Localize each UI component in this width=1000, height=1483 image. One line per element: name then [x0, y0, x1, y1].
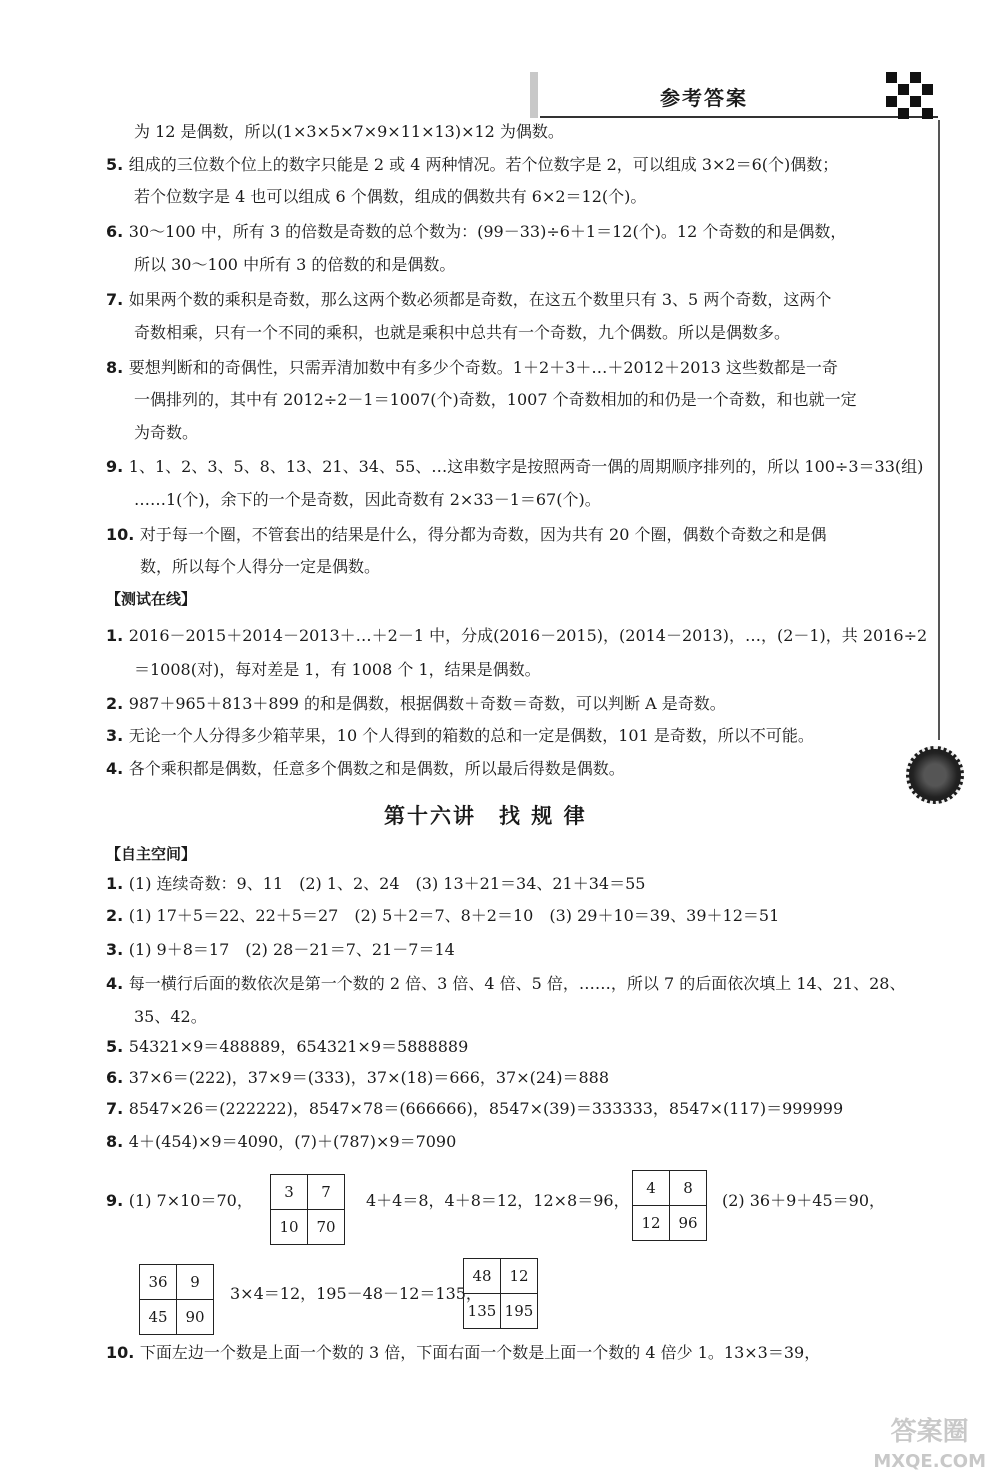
answer-text: (2) 36＋9＋45＝90，	[722, 1191, 886, 1210]
answer-line	[106, 221, 846, 243]
grid-cell: 10	[271, 1210, 308, 1245]
answer-line	[106, 456, 923, 478]
answer-text: 所以 30～100 中所有 3 的倍数的和是偶数。	[134, 255, 456, 274]
page-header-title: 参考答案	[660, 86, 748, 110]
number-grid	[139, 1264, 214, 1335]
answer-line	[106, 625, 927, 647]
answer-line	[134, 489, 601, 511]
answer-text: 为 12 是偶数，所以(1×3×5×7×9×11×13)×12 为偶数。	[134, 122, 564, 141]
answer-text: 1、1、2、3、5、8、13、21、34、55、…这串数字是按照两奇一偶的周期顺序排列的，所以 100÷3＝33(组)	[128, 457, 924, 476]
answer-line	[366, 1190, 630, 1212]
item-number: 8.	[106, 1132, 129, 1151]
answer-line	[106, 725, 814, 747]
answer-line	[106, 693, 726, 715]
answer-line	[106, 524, 826, 546]
item-number: 7.	[106, 290, 129, 309]
answer-line	[106, 1131, 456, 1153]
answer-text: 下面左边一个数是上面一个数的 3 倍，下面右面一个数是上面一个数的 4 倍少 1。13×3＝39，	[139, 1343, 821, 1362]
answer-line	[134, 659, 541, 681]
header-bar	[530, 72, 538, 118]
section-heading: 【测试在线】	[106, 590, 197, 608]
grid-cell: 135	[464, 1294, 501, 1329]
answer-line	[134, 1006, 207, 1028]
answer-line	[134, 322, 790, 344]
answer-line	[134, 389, 857, 411]
answer-text: (1) 9＋8＝17 (2) 28－21＝7、21－7＝14	[128, 940, 455, 959]
answer-text: ……1(个)，余下的一个是奇数，因此奇数有 2×33－1＝67(个)。	[134, 490, 601, 509]
answer-line	[140, 556, 380, 578]
item-number: 2.	[106, 906, 129, 925]
item-number: 10.	[106, 1343, 140, 1362]
grid-cell: 4	[633, 1171, 670, 1206]
answer-line	[134, 121, 564, 143]
watermark-line-1: 答案圈	[890, 1417, 969, 1447]
item-number: 6.	[106, 1068, 129, 1087]
answer-text: 一偶排列的，其中有 2012÷2－1＝1007(个)奇数，1007 个奇数相加的和仍是一个奇数，和也就一定	[134, 390, 857, 409]
answer-line	[106, 357, 838, 379]
answer-line	[106, 973, 905, 995]
number-grid	[463, 1258, 538, 1329]
watermark-line-2: MXQE.COM	[873, 1451, 986, 1472]
section-heading: 【自主空间】	[106, 845, 197, 863]
grid-cell: 96	[670, 1206, 707, 1241]
grid-cell: 36	[140, 1265, 177, 1300]
answer-text: (1) 17＋5＝22、22＋5＝27 (2) 5＋2＝7、8＋2＝10 (3) 29＋10＝39、39＋12＝51	[128, 906, 780, 925]
item-number: 3.	[106, 726, 129, 745]
item-number: 4.	[106, 974, 129, 993]
item-number: 3.	[106, 940, 129, 959]
page-badge-icon	[906, 746, 964, 804]
answer-line	[106, 1190, 253, 1212]
answer-line	[106, 1098, 843, 1120]
answer-line	[106, 154, 838, 176]
margin-rule	[938, 120, 940, 740]
item-number: 4.	[106, 759, 129, 778]
answer-text: 35、42。	[134, 1007, 207, 1026]
header-rule	[540, 116, 938, 118]
answer-text: 3×4＝12，195－48－12＝135，	[230, 1284, 482, 1303]
item-number: 1.	[106, 626, 129, 645]
grid-cell: 195	[501, 1294, 538, 1329]
answer-text: 各个乘积都是偶数，任意多个偶数之和是偶数，所以最后得数是偶数。	[128, 759, 625, 778]
item-number: 2.	[106, 694, 129, 713]
answer-text: 为奇数。	[134, 423, 199, 442]
watermark-logo	[873, 1417, 986, 1477]
answer-line	[134, 422, 198, 444]
item-number: 6.	[106, 222, 129, 241]
answer-text: 组成的三位数个位上的数字只能是 2 或 4 两种情况。若个位数字是 2，可以组成 3×2＝6(个)偶数；	[128, 155, 839, 174]
grid-cell: 12	[501, 1259, 538, 1294]
grid-cell: 70	[308, 1210, 345, 1245]
answer-text: 若个位数字是 4 也可以组成 6 个偶数，组成的偶数共有 6×2＝12(个)。	[134, 187, 647, 206]
answer-text: 数，所以每个人得分一定是偶数。	[140, 557, 381, 576]
answer-text: 4＋4＝8，4＋8＝12，12×8＝96，	[366, 1191, 630, 1210]
answer-line	[134, 186, 646, 208]
item-number: 5.	[106, 1037, 129, 1056]
grid-cell: 45	[140, 1300, 177, 1335]
grid-cell: 48	[464, 1259, 501, 1294]
answer-line	[106, 939, 455, 961]
answer-text: 54321×9＝488889，654321×9＝5888889	[128, 1037, 469, 1056]
answer-line	[106, 758, 625, 780]
answer-text: 对于每一个圈，不管套出的结果是什么，得分都为奇数，因为共有 20 个圈，偶数个奇数之和是偶	[139, 525, 827, 544]
grid-cell: 90	[177, 1300, 214, 1335]
grid-cell: 9	[177, 1265, 214, 1300]
answer-line	[106, 1342, 820, 1364]
answer-text: 30～100 中，所有 3 的倍数是奇数的总个数为：(99－33)÷6＋1＝12(个)。12 个奇数的和是偶数，	[128, 222, 847, 241]
item-number: 10.	[106, 525, 140, 544]
answer-text: 如果两个数的乘积是奇数，那么这两个数必须都是奇数，在这五个数里只有 3、5 两个奇数，这两个	[128, 290, 832, 309]
answer-text: ＝1008(对)，每对差是 1，有 1008 个 1，结果是偶数。	[134, 660, 541, 679]
answer-text: 4＋(454)×9＝4090，(7)＋(787)×9＝7090	[128, 1132, 457, 1151]
answer-text: 2016－2015＋2014－2013＋…＋2－1 中，分成(2016－2015)，(2014－2013)，…，(2－1)，共 2016÷2	[128, 626, 928, 645]
grid-cell: 12	[633, 1206, 670, 1241]
answer-line	[106, 289, 831, 311]
item-number: 5.	[106, 155, 129, 174]
answer-text: 每一横行后面的数依次是第一个数的 2 倍、3 倍、4 倍、5 倍，……，所以 7 的后面依次填上 14、21、28、	[128, 974, 906, 993]
item-number: 1.	[106, 874, 129, 893]
item-number: 9.	[106, 1191, 129, 1210]
grid-cell: 7	[308, 1175, 345, 1210]
number-grid	[270, 1174, 345, 1245]
answer-text: 奇数相乘，只有一个不同的乘积，也就是乘积中总共有一个奇数，九个偶数。所以是偶数多。	[134, 323, 791, 342]
answer-text: 8547×26＝(222222)，8547×78＝(666666)，8547×(39)＝333333，8547×(117)＝999999	[128, 1099, 844, 1118]
item-number: 7.	[106, 1099, 129, 1118]
answer-text: 要想判断和的奇偶性，只需弄清加数中有多少个奇数。1＋2＋3＋…＋2012＋2013 这些数都是一奇	[128, 358, 838, 377]
answer-text: 37×6＝(222)，37×9＝(333)，37×(18)＝666，37×(24)＝888	[128, 1068, 610, 1087]
answer-line	[106, 1036, 468, 1058]
answer-line	[230, 1283, 482, 1305]
answer-line	[722, 1190, 885, 1212]
grid-cell: 3	[271, 1175, 308, 1210]
answer-line	[106, 905, 779, 927]
answer-line	[106, 1067, 609, 1089]
answer-line	[134, 254, 455, 276]
chapter-title: 第十六讲 找 规 律	[384, 803, 587, 828]
number-grid	[632, 1170, 707, 1241]
item-number: 8.	[106, 358, 129, 377]
answer-text: (1) 连续奇数：9、11 (2) 1、2、24 (3) 13＋21＝34、21＋34＝55	[128, 874, 646, 893]
answer-text: (1) 7×10＝70，	[128, 1191, 253, 1210]
grid-cell: 8	[670, 1171, 707, 1206]
item-number: 9.	[106, 457, 129, 476]
answer-text: 987＋965＋813＋899 的和是偶数，根据偶数＋奇数＝奇数，可以判断 A 是奇数。	[128, 694, 726, 713]
answer-text: 无论一个人分得多少箱苹果，10 个人得到的箱数的总和一定是偶数，101 是奇数，所以不可能。	[128, 726, 814, 745]
checker-ornament-icon	[886, 72, 932, 118]
answer-line	[106, 873, 645, 895]
